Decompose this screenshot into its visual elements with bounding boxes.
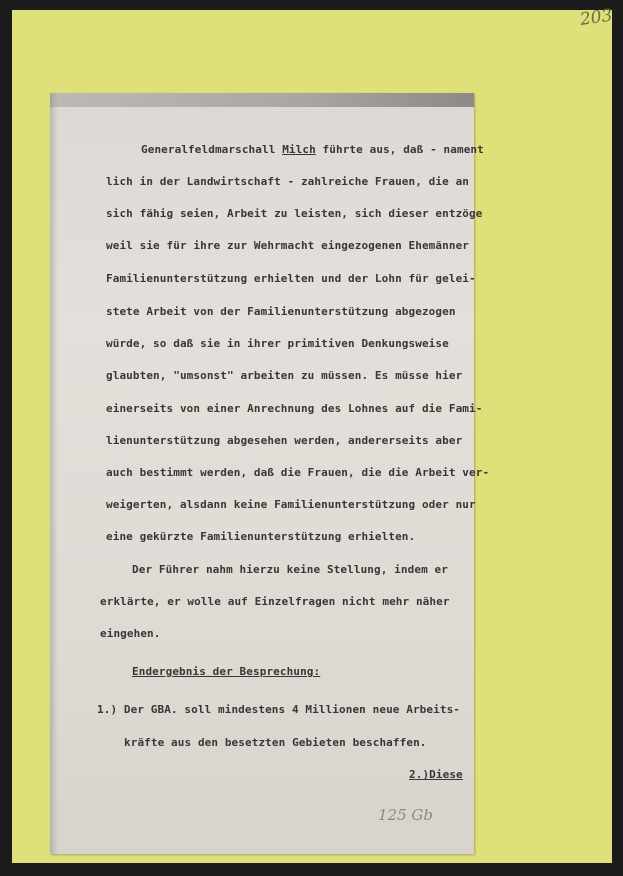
para1-line-11: auch bestimmt werden, daß die Frauen, die die Arbeit ver- [106,466,490,479]
para1-line-10: lienunterstützung abgesehen werden, andererseits aber [106,434,463,447]
para1-line-3: sich fähig seien, Arbeit zu leisten, sich dieser entzöge [106,207,483,220]
page-continuation: 2.)Diese [409,768,463,781]
para2-line-1: Der Führer nahm hierzu keine Stellung, indem er [132,563,448,576]
folio-number: 203 [578,5,614,30]
underlined-name: Milch [282,143,316,156]
paper-top-edge [50,93,474,107]
para1-line-7: würde, so daß sie in ihrer primitiven Denkungsweise [106,337,449,350]
archive-stamp: 125 Gb [378,806,433,824]
para2-line-3: eingehen. [100,627,161,640]
paper-left-edge [50,93,58,854]
para1-line-12: weigerten, alsdann keine Familienunterstützung oder nur [106,498,476,511]
para1-line-4: weil sie für ihre zur Wehrmacht eingezogenen Ehemänner [106,239,470,252]
para1-line-8: glaubten, "umsonst" arbeiten zu müssen. Es müsse hier [106,369,463,382]
typed-document-page [50,93,490,854]
para1-line-5: Familienunterstützung erhielten und der Lohn für gelei- [106,272,476,285]
item1-line-2: kräfte aus den besetzten Gebieten beschaffen. [124,736,427,749]
para1-line-2: lich in der Landwirtschaft - zahlreiche Frauen, die an [106,175,470,188]
results-heading: Endergebnis der Besprechung: [132,665,321,678]
para1-line-9: einerseits von einer Anrechnung des Lohnes auf die Fami- [106,402,483,415]
para1-line-6: stete Arbeit von der Familienunterstützung abgezogen [106,305,456,318]
item1-line-1: 1.) Der GBA. soll mindestens 4 Millionen neue Arbeits- [97,703,461,716]
para1-line-1-text-a: Generalfeldmarschall [141,143,283,156]
para2-line-2: erklärte, er wolle auf Einzelfragen nicht mehr näher [100,595,450,608]
para1-line-1-text-b: führte aus, daß - nament [315,143,484,156]
para1-line-13: eine gekürzte Familienunterstützung erhielten. [106,530,416,543]
para1-line-1 [141,143,484,156]
